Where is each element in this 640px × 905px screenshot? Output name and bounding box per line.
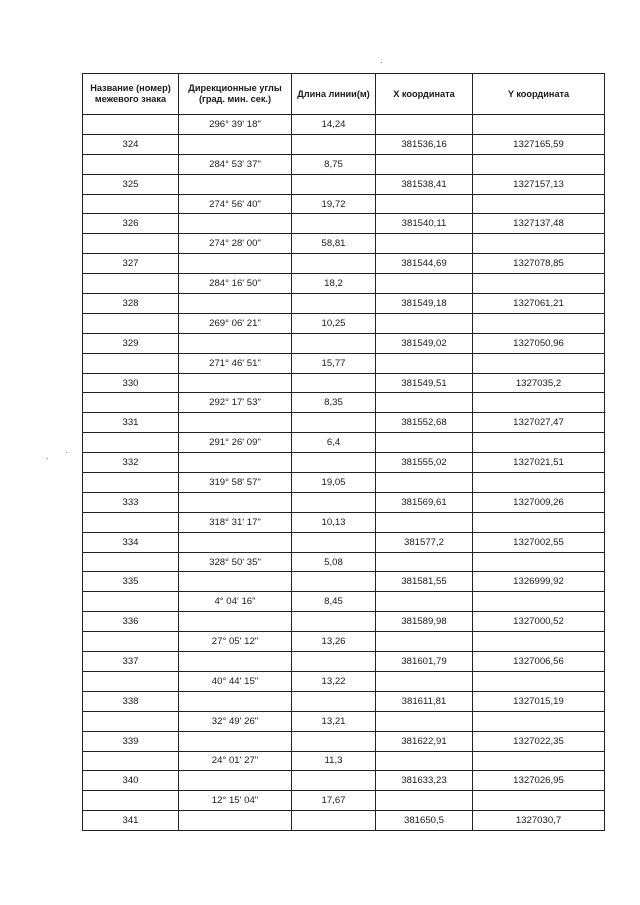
direction-angle-cell (179, 731, 292, 751)
direction-angle-cell: 269° 06' 21" (179, 313, 292, 333)
table-row (83, 154, 605, 174)
mark-name-cell: 331 (83, 413, 179, 433)
direction-angle-cell: 291° 26' 09" (179, 433, 292, 453)
line-length-cell (292, 532, 376, 552)
direction-angle-cell: 40° 44' 15" (179, 671, 292, 691)
table-body (83, 115, 605, 831)
direction-angle-cell (179, 134, 292, 154)
table-header-row (83, 74, 605, 115)
y-coordinate-cell (473, 671, 605, 691)
table-row (83, 632, 605, 652)
line-length-cell: 10,13 (292, 512, 376, 532)
direction-angle-cell (179, 413, 292, 433)
y-coordinate-cell (473, 473, 605, 493)
table-row (83, 214, 605, 234)
line-length-cell (292, 373, 376, 393)
mark-name-cell (83, 473, 179, 493)
mark-name-cell: 341 (83, 811, 179, 831)
line-length-cell: 17,67 (292, 791, 376, 811)
header-mark-name: Название (номер) межевого знака (83, 74, 179, 115)
x-coordinate-cell (376, 234, 473, 254)
x-coordinate-cell (376, 711, 473, 731)
line-length-cell: 58,81 (292, 234, 376, 254)
line-length-cell: 11,3 (292, 751, 376, 771)
mark-name-cell (83, 592, 179, 612)
x-coordinate-cell: 381544,69 (376, 254, 473, 274)
x-coordinate-cell: 381633,23 (376, 771, 473, 791)
y-coordinate-cell (473, 433, 605, 453)
line-length-cell: 13,21 (292, 711, 376, 731)
direction-angle-cell (179, 652, 292, 672)
mark-name-cell (83, 154, 179, 174)
y-coordinate-cell: 1327015,19 (473, 691, 605, 711)
x-coordinate-cell: 381569,61 (376, 492, 473, 512)
y-coordinate-cell (473, 711, 605, 731)
table-row (83, 572, 605, 592)
y-coordinate-cell: 1327000,52 (473, 612, 605, 632)
table-row (83, 274, 605, 294)
line-length-cell (292, 413, 376, 433)
mark-name-cell: 324 (83, 134, 179, 154)
y-coordinate-cell: 1327157,13 (473, 174, 605, 194)
table-row (83, 393, 605, 413)
table-row (83, 492, 605, 512)
mark-name-cell: 338 (83, 691, 179, 711)
direction-angle-cell: 284° 53' 37" (179, 154, 292, 174)
line-length-cell (292, 652, 376, 672)
line-length-cell (292, 453, 376, 473)
mark-name-cell: 335 (83, 572, 179, 592)
y-coordinate-cell: 1327061,21 (473, 294, 605, 314)
direction-angle-cell: 271° 46' 51" (179, 353, 292, 373)
direction-angle-cell: 12° 15' 04" (179, 791, 292, 811)
x-coordinate-cell (376, 552, 473, 572)
direction-angle-cell (179, 811, 292, 831)
y-coordinate-cell: 1327002,55 (473, 532, 605, 552)
y-coordinate-cell (473, 234, 605, 254)
y-coordinate-cell (473, 154, 605, 174)
x-coordinate-cell (376, 154, 473, 174)
direction-angle-cell (179, 771, 292, 791)
mark-name-cell: 326 (83, 214, 179, 234)
header-line-length: Длина линии(м) (292, 74, 376, 115)
direction-angle-cell (179, 214, 292, 234)
direction-angle-cell: 4° 04' 16" (179, 592, 292, 612)
y-coordinate-cell (473, 313, 605, 333)
x-coordinate-cell (376, 433, 473, 453)
y-coordinate-cell: 1327022,35 (473, 731, 605, 751)
table-row (83, 791, 605, 811)
table-row (83, 134, 605, 154)
y-coordinate-cell: 1327030,7 (473, 811, 605, 831)
table-row (83, 333, 605, 353)
table-row (83, 711, 605, 731)
mark-name-cell: 339 (83, 731, 179, 751)
line-length-cell (292, 134, 376, 154)
table-row (83, 532, 605, 552)
mark-name-cell (83, 751, 179, 771)
mark-name-cell: 328 (83, 294, 179, 314)
x-coordinate-cell (376, 751, 473, 771)
table-row (83, 174, 605, 194)
mark-name-cell (83, 512, 179, 532)
x-coordinate-cell (376, 353, 473, 373)
mark-name-cell (83, 393, 179, 413)
mark-name-cell: 333 (83, 492, 179, 512)
table-row (83, 691, 605, 711)
mark-name-cell (83, 274, 179, 294)
y-coordinate-cell (473, 632, 605, 652)
table-row (83, 413, 605, 433)
direction-angle-cell (179, 492, 292, 512)
table-row (83, 473, 605, 493)
x-coordinate-cell: 381552,68 (376, 413, 473, 433)
mark-name-cell (83, 671, 179, 691)
line-length-cell (292, 691, 376, 711)
table-row (83, 433, 605, 453)
line-length-cell: 6,4 (292, 433, 376, 453)
y-coordinate-cell (473, 791, 605, 811)
y-coordinate-cell: 1327137,48 (473, 214, 605, 234)
table-row (83, 313, 605, 333)
line-length-cell: 13,22 (292, 671, 376, 691)
mark-name-cell: 334 (83, 532, 179, 552)
table-row (83, 353, 605, 373)
y-coordinate-cell (473, 751, 605, 771)
mark-name-cell (83, 353, 179, 373)
mark-name-cell (83, 711, 179, 731)
mark-name-cell (83, 313, 179, 333)
y-coordinate-cell (473, 512, 605, 532)
line-length-cell: 8,75 (292, 154, 376, 174)
direction-angle-cell (179, 691, 292, 711)
y-coordinate-cell: 1327165,59 (473, 134, 605, 154)
scan-speck (66, 452, 67, 453)
mark-name-cell (83, 115, 179, 135)
direction-angle-cell (179, 612, 292, 632)
header-x-coordinate: X координата (376, 74, 473, 115)
table-row (83, 373, 605, 393)
mark-name-cell: 330 (83, 373, 179, 393)
x-coordinate-cell (376, 274, 473, 294)
x-coordinate-cell (376, 313, 473, 333)
y-coordinate-cell (473, 393, 605, 413)
y-coordinate-cell (473, 194, 605, 214)
x-coordinate-cell: 381536,16 (376, 134, 473, 154)
y-coordinate-cell: 1326999,92 (473, 572, 605, 592)
x-coordinate-cell: 381589,98 (376, 612, 473, 632)
direction-angle-cell: 274° 28' 00" (179, 234, 292, 254)
direction-angle-cell: 274° 56' 40" (179, 194, 292, 214)
line-length-cell: 13,26 (292, 632, 376, 652)
mark-name-cell: 327 (83, 254, 179, 274)
header-y-coordinate: Y координата (473, 74, 605, 115)
mark-name-cell (83, 194, 179, 214)
line-length-cell (292, 572, 376, 592)
x-coordinate-cell: 381601,79 (376, 652, 473, 672)
direction-angle-cell (179, 333, 292, 353)
x-coordinate-cell: 381555,02 (376, 453, 473, 473)
x-coordinate-cell (376, 632, 473, 652)
y-coordinate-cell: 1327009,26 (473, 492, 605, 512)
table-row (83, 671, 605, 691)
direction-angle-cell: 27° 05' 12" (179, 632, 292, 652)
x-coordinate-cell: 381577,2 (376, 532, 473, 552)
x-coordinate-cell (376, 512, 473, 532)
line-length-cell (292, 811, 376, 831)
y-coordinate-cell (473, 353, 605, 373)
mark-name-cell (83, 234, 179, 254)
line-length-cell (292, 333, 376, 353)
direction-angle-cell: 318° 31' 17" (179, 512, 292, 532)
direction-angle-cell: 32° 49' 26" (179, 711, 292, 731)
line-length-cell (292, 612, 376, 632)
direction-angle-cell (179, 373, 292, 393)
direction-angle-cell (179, 532, 292, 552)
x-coordinate-cell: 381540,11 (376, 214, 473, 234)
mark-name-cell (83, 433, 179, 453)
table-row (83, 731, 605, 751)
table-row (83, 592, 605, 612)
mark-name-cell: 340 (83, 771, 179, 791)
y-coordinate-cell (473, 274, 605, 294)
y-coordinate-cell (473, 592, 605, 612)
direction-angle-cell (179, 572, 292, 592)
direction-angle-cell (179, 294, 292, 314)
y-coordinate-cell: 1327050,96 (473, 333, 605, 353)
line-length-cell: 19,05 (292, 473, 376, 493)
y-coordinate-cell: 1327027,47 (473, 413, 605, 433)
table-row (83, 652, 605, 672)
y-coordinate-cell: 1327021,51 (473, 453, 605, 473)
line-length-cell (292, 492, 376, 512)
line-length-cell: 15,77 (292, 353, 376, 373)
direction-angle-cell (179, 254, 292, 274)
scan-speck (47, 458, 48, 459)
y-coordinate-cell: 1327026,95 (473, 771, 605, 791)
x-coordinate-cell (376, 115, 473, 135)
direction-angle-cell: 319° 58' 57" (179, 473, 292, 493)
direction-angle-cell: 296° 39' 18" (179, 115, 292, 135)
x-coordinate-cell (376, 393, 473, 413)
table-row (83, 751, 605, 771)
table-row (83, 612, 605, 632)
scan-speck (605, 412, 606, 413)
table-row (83, 453, 605, 473)
direction-angle-cell: 284° 16' 50" (179, 274, 292, 294)
x-coordinate-cell: 381538,41 (376, 174, 473, 194)
line-length-cell: 18,2 (292, 274, 376, 294)
direction-angle-cell (179, 453, 292, 473)
line-length-cell: 5,08 (292, 552, 376, 572)
mark-name-cell: 332 (83, 453, 179, 473)
header-direction-angle: Дирекционные углы (град. мин. сек.) (179, 74, 292, 115)
direction-angle-cell: 24° 01' 27" (179, 751, 292, 771)
mark-name-cell (83, 791, 179, 811)
y-coordinate-cell: 1327035,2 (473, 373, 605, 393)
table-row (83, 294, 605, 314)
boundary-marks-table (82, 73, 605, 831)
table-row (83, 115, 605, 135)
scan-speck (381, 62, 382, 63)
direction-angle-cell: 328° 50' 35" (179, 552, 292, 572)
x-coordinate-cell: 381549,51 (376, 373, 473, 393)
line-length-cell (292, 214, 376, 234)
x-coordinate-cell (376, 791, 473, 811)
x-coordinate-cell: 381549,02 (376, 333, 473, 353)
table-row (83, 194, 605, 214)
line-length-cell: 19,72 (292, 194, 376, 214)
x-coordinate-cell (376, 592, 473, 612)
mark-name-cell: 336 (83, 612, 179, 632)
x-coordinate-cell (376, 194, 473, 214)
line-length-cell (292, 174, 376, 194)
table-row (83, 771, 605, 791)
x-coordinate-cell: 381611,81 (376, 691, 473, 711)
x-coordinate-cell (376, 671, 473, 691)
y-coordinate-cell: 1327006,56 (473, 652, 605, 672)
line-length-cell (292, 771, 376, 791)
x-coordinate-cell: 381581,55 (376, 572, 473, 592)
table-row (83, 552, 605, 572)
mark-name-cell (83, 632, 179, 652)
direction-angle-cell (179, 174, 292, 194)
line-length-cell (292, 731, 376, 751)
x-coordinate-cell: 381622,91 (376, 731, 473, 751)
x-coordinate-cell (376, 473, 473, 493)
y-coordinate-cell: 1327078,85 (473, 254, 605, 274)
table-row (83, 512, 605, 532)
direction-angle-cell: 292° 17' 53" (179, 393, 292, 413)
line-length-cell: 10,25 (292, 313, 376, 333)
mark-name-cell (83, 552, 179, 572)
table-row (83, 234, 605, 254)
y-coordinate-cell (473, 115, 605, 135)
table-row (83, 254, 605, 274)
line-length-cell (292, 294, 376, 314)
line-length-cell: 14,24 (292, 115, 376, 135)
line-length-cell: 8,35 (292, 393, 376, 413)
mark-name-cell: 325 (83, 174, 179, 194)
y-coordinate-cell (473, 552, 605, 572)
line-length-cell: 8,45 (292, 592, 376, 612)
x-coordinate-cell: 381650,5 (376, 811, 473, 831)
mark-name-cell: 337 (83, 652, 179, 672)
line-length-cell (292, 254, 376, 274)
mark-name-cell: 329 (83, 333, 179, 353)
table-row (83, 811, 605, 831)
x-coordinate-cell: 381549,18 (376, 294, 473, 314)
